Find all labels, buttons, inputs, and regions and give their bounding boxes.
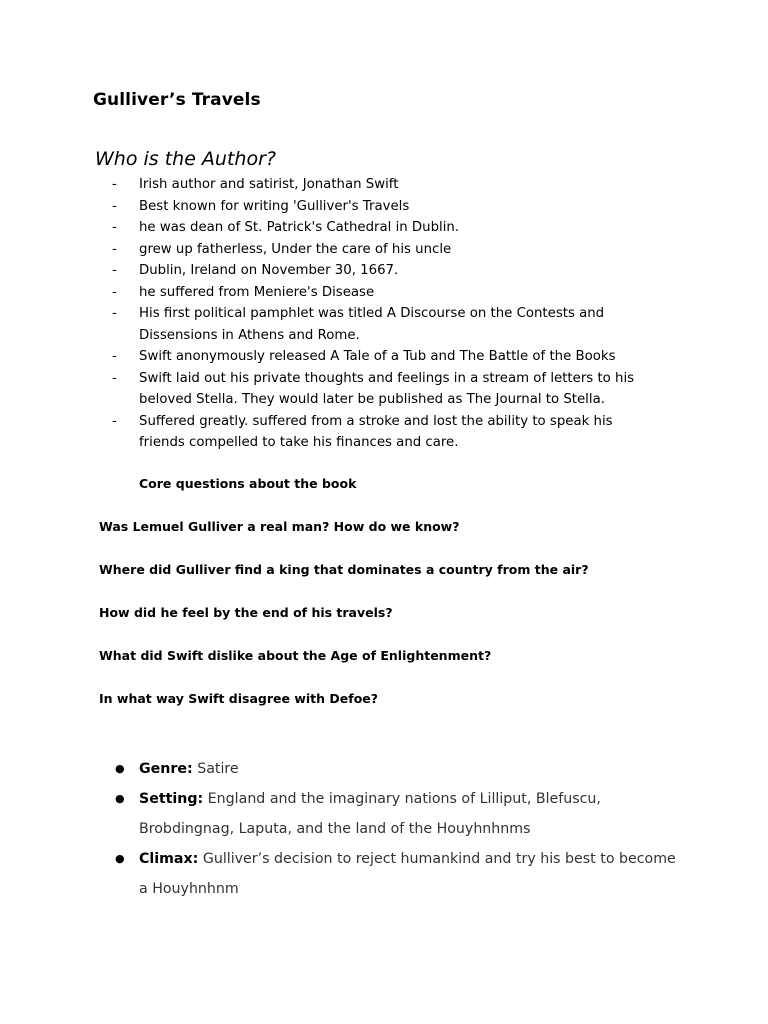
core-question: Was Lemuel Gulliver a real man? How do we know? [99, 519, 460, 534]
detail-value: Satire [197, 761, 239, 777]
author-fact-item [112, 217, 652, 239]
book-details-list [115, 754, 685, 904]
author-fact-item [112, 282, 652, 304]
author-fact-item [112, 239, 652, 261]
core-questions-heading: Core questions about the book [139, 476, 357, 491]
author-fact-text: His first political pamphlet was titled A Discourse on the Contests and Dissensions in Athens and Rome. [139, 306, 605, 343]
author-fact-item [112, 346, 652, 368]
author-fact-item [112, 196, 652, 218]
author-fact-text: Swift laid out his private thoughts and feelings in a stream of letters to his beloved Stella. They would later be published as The Journal to Stella. [139, 370, 635, 407]
detail-label: Setting: [139, 791, 204, 807]
core-question: What did Swift dislike about the Age of Enlightenment? [99, 648, 492, 663]
author-fact-text: Best known for writing 'Gulliver's Travels [139, 198, 410, 214]
author-section-heading: Who is the Author? [95, 148, 276, 170]
book-detail-setting [115, 784, 685, 844]
round-bullet: ● [115, 792, 125, 805]
detail-value: England and the imaginary nations of Lilliput, Blefuscu, Brobdingnag, Laputa, and the land of the Houyhnhnms [139, 791, 601, 837]
round-bullet: ● [115, 852, 125, 865]
detail-value: Gulliver’s decision to reject humankind and try his best to become a Houyhnhnm [139, 851, 676, 897]
author-fact-text: he was dean of St. Patrick's Cathedral in Dublin. [139, 220, 460, 235]
author-fact-text: he suffered from Meniere's Disease [139, 284, 375, 300]
author-fact-item [112, 260, 652, 282]
dash-bullet: - [112, 241, 117, 257]
dash-bullet: - [112, 263, 117, 278]
document-title: Gulliver’s Travels [93, 90, 261, 110]
round-bullet: ● [115, 762, 125, 775]
author-fact-text: grew up fatherless, Under the care of his uncle [139, 241, 452, 257]
dash-bullet: - [112, 284, 117, 300]
core-question: Where did Gulliver find a king that dominates a country from the air? [99, 562, 589, 577]
dash-bullet: - [112, 220, 117, 235]
detail-label: Genre: [139, 761, 193, 777]
author-fact-item [112, 368, 652, 411]
dash-bullet: - [112, 370, 117, 386]
dash-bullet: - [112, 413, 117, 429]
author-fact-text: Swift anonymously released A Tale of a Tub and The Battle of the Books [139, 349, 616, 364]
book-detail-climax [115, 844, 685, 904]
detail-label: Climax: [139, 851, 199, 867]
core-questions-list [99, 518, 699, 733]
author-fact-text: Suffered greatly. suffered from a stroke and lost the ability to speak his friends compelled to take his finances and care. [139, 413, 613, 450]
dash-bullet: - [112, 306, 117, 321]
dash-bullet: - [112, 198, 117, 214]
author-fact-item [112, 411, 652, 454]
book-detail-genre [115, 754, 685, 784]
core-question: How did he feel by the end of his travels? [99, 605, 393, 620]
author-facts-list [112, 174, 652, 454]
dash-bullet: - [112, 177, 117, 192]
author-fact-text: Irish author and satirist, Jonathan Swift [139, 177, 399, 192]
author-fact-item [112, 303, 652, 346]
core-question: In what way Swift disagree with Defoe? [99, 691, 379, 706]
dash-bullet: - [112, 349, 117, 364]
author-fact-text: Dublin, Ireland on November 30, 1667. [139, 263, 399, 278]
author-fact-item [112, 174, 652, 196]
